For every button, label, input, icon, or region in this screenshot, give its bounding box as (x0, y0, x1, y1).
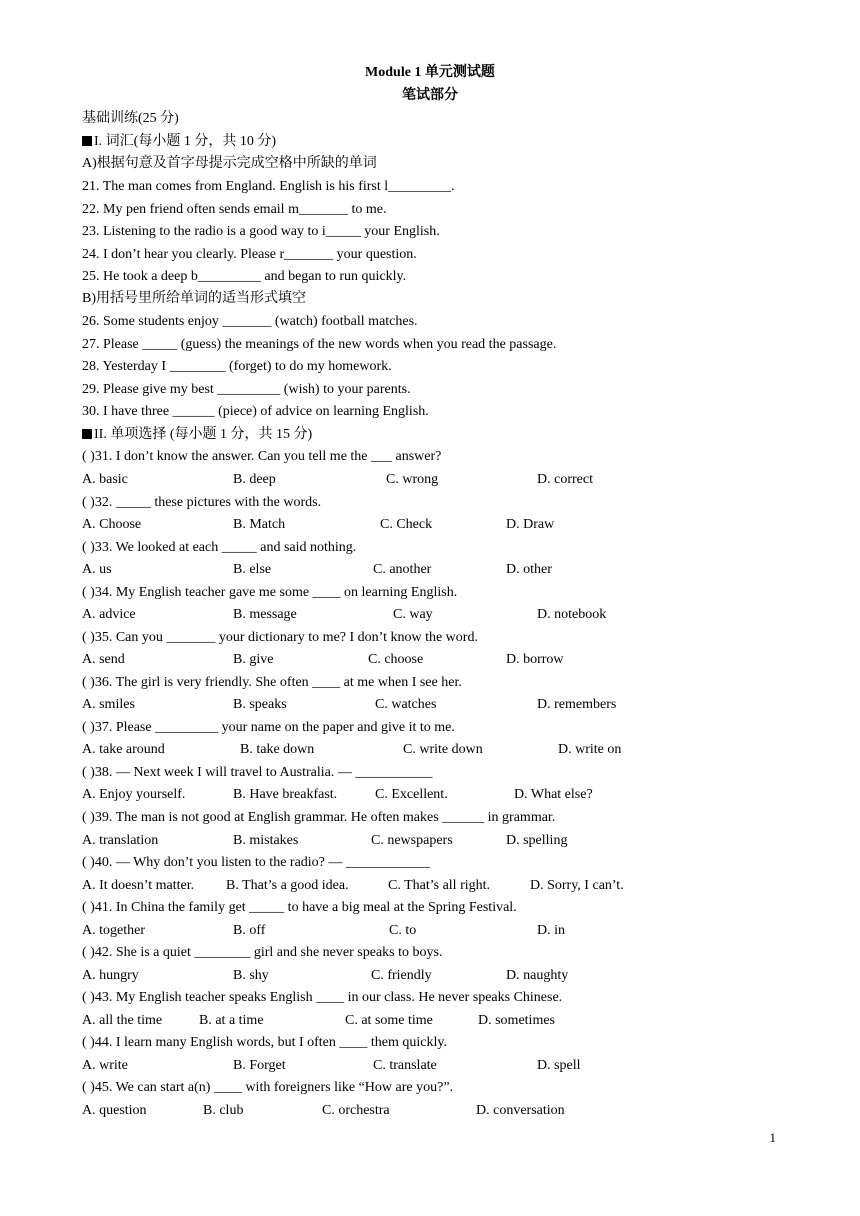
vocab-item: 23. Listening to the radio is a good way to i_____ your English. (82, 224, 440, 239)
option-b: B. speaks (233, 697, 287, 712)
option-a: A. take around (82, 742, 165, 757)
option-d: D. write on (558, 742, 622, 757)
question-stem: ( )32. _____ these pictures with the words. (82, 495, 322, 510)
option-c: C. Check (380, 517, 433, 532)
page-subtitle: 笔试部分 (402, 88, 458, 103)
option-a: A. smiles (82, 697, 135, 712)
question-stem: ( )35. Can you _______ your dictionary to me? I don’t know the word. (82, 630, 478, 645)
option-b: B. Forget (233, 1058, 286, 1073)
vocab-item: 22. My pen friend often sends email m_______ to me. (82, 202, 387, 217)
option-c: C. wrong (386, 472, 439, 487)
option-c: C. another (373, 562, 432, 577)
question-stem: ( )44. I learn many English words, but I often ____ them quickly. (82, 1035, 447, 1050)
option-c: C. Excellent. (375, 787, 448, 802)
option-a: A. send (82, 652, 125, 667)
option-c: C. to (389, 923, 417, 938)
option-d: D. What else? (514, 787, 593, 802)
option-c: C. at some time (345, 1013, 433, 1028)
vocab-item: 26. Some students enjoy _______ (watch) football matches. (82, 314, 418, 329)
question-stem: ( )38. — Next week I will travel to Australia. — ___________ (82, 765, 433, 780)
square-bullet-icon (82, 429, 92, 439)
part-a-instruction: A)根据句意及首字母提示完成空格中所缺的单词 (82, 156, 377, 171)
option-c: C. That’s all right. (388, 878, 491, 893)
option-a: A. basic (82, 472, 128, 487)
option-c: C. newspapers (371, 833, 453, 848)
option-d: D. other (506, 562, 552, 577)
option-d: D. spell (537, 1058, 581, 1073)
question-stem: ( )33. We looked at each _____ and said nothing. (82, 540, 357, 555)
option-b: B. Have breakfast. (233, 787, 338, 802)
option-b: B. else (233, 562, 272, 577)
section-basic-heading: 基础训练(25 分) (82, 111, 179, 126)
option-d: D. correct (537, 472, 593, 487)
option-d: D. naughty (506, 968, 569, 983)
option-b: B. mistakes (233, 833, 299, 848)
vocab-item: 24. I don’t hear you clearly. Please r_______ your question. (82, 247, 417, 262)
page-number: 1 (769, 1130, 776, 1145)
option-c: C. way (393, 607, 433, 622)
option-c: C. choose (368, 652, 424, 667)
option-b: B. That’s a good idea. (226, 878, 349, 893)
vocab-item: 21. The man comes from England. English is his first l_________. (82, 179, 455, 194)
option-c: C. orchestra (322, 1103, 390, 1118)
option-a: A. together (82, 923, 145, 938)
section-II-label: II. 单项选择 (每小题 1 分，共 15 分) (94, 427, 313, 442)
option-d: D. Draw (506, 517, 555, 532)
question-stem: ( )37. Please _________ your name on the paper and give it to me. (82, 720, 455, 735)
option-a: A. Choose (82, 517, 142, 532)
question-stem: ( )43. My English teacher speaks English ____ in our class. He never speaks Chinese. (82, 990, 563, 1005)
question-stem: ( )31. I don’t know the answer. Can you tell me the ___ answer? (82, 449, 442, 464)
option-b: B. at a time (199, 1013, 264, 1028)
question-stem: ( )42. She is a quiet ________ girl and she never speaks to boys. (82, 945, 443, 960)
question-stem: ( )40. — Why don’t you listen to the radio? — ____________ (82, 855, 430, 870)
option-d: D. Sorry, I can’t. (530, 878, 624, 893)
part-b-instruction: B)用括号里所给单词的适当形式填空 (82, 291, 306, 306)
page-title: Module 1 单元测试题 (365, 65, 495, 80)
option-b: B. club (203, 1103, 244, 1118)
question-stem: ( )39. The man is not good at English grammar. He often makes ______ in grammar. (82, 810, 556, 825)
option-a: A. write (82, 1058, 128, 1073)
option-b: B. deep (233, 472, 276, 487)
vocab-item: 29. Please give my best _________ (wish) to your parents. (82, 382, 411, 397)
option-b: B. give (233, 652, 274, 667)
option-b: B. off (233, 923, 266, 938)
option-d: D. notebook (537, 607, 607, 622)
option-d: D. remembers (537, 697, 617, 712)
option-d: D. in (537, 923, 565, 938)
option-a: A. hungry (82, 968, 139, 983)
vocab-item: 27. Please _____ (guess) the meanings of the new words when you read the passage. (82, 337, 557, 352)
option-d: D. sometimes (478, 1013, 555, 1028)
vocab-item: 25. He took a deep b_________ and began to run quickly. (82, 269, 407, 284)
option-a: A. all the time (82, 1013, 163, 1028)
option-a: A. It doesn’t matter. (82, 878, 195, 893)
option-b: B. message (233, 607, 297, 622)
option-a: A. advice (82, 607, 136, 622)
option-c: C. write down (403, 742, 483, 757)
option-d: D. borrow (506, 652, 564, 667)
section-I-heading (82, 133, 276, 151)
question-stem: ( )36. The girl is very friendly. She often ____ at me when I see her. (82, 675, 462, 690)
option-d: D. conversation (476, 1103, 565, 1118)
question-stem: ( )45. We can start a(n) ____ with foreigners like “How are you?”. (82, 1080, 454, 1095)
question-stem: ( )34. My English teacher gave me some ____ on learning English. (82, 585, 458, 600)
option-c: C. watches (375, 697, 437, 712)
option-a: A. question (82, 1103, 147, 1118)
option-b: B. Match (233, 517, 286, 532)
vocab-item: 28. Yesterday I ________ (forget) to do my homework. (82, 359, 392, 374)
option-d: D. spelling (506, 833, 568, 848)
option-a: A. Enjoy yourself. (82, 787, 186, 802)
section-I-label: I. 词汇(每小题 1 分，共 10 分) (94, 134, 276, 149)
option-c: C. translate (373, 1058, 437, 1073)
vocab-item: 30. I have three ______ (piece) of advice on learning English. (82, 404, 429, 419)
option-c: C. friendly (371, 968, 432, 983)
section-II-heading (82, 426, 312, 444)
question-stem: ( )41. In China the family get _____ to have a big meal at the Spring Festival. (82, 900, 517, 915)
option-b: B. shy (233, 968, 269, 983)
square-bullet-icon (82, 136, 92, 146)
option-b: B. take down (240, 742, 315, 757)
option-a: A. translation (82, 833, 159, 848)
option-a: A. us (82, 562, 112, 577)
